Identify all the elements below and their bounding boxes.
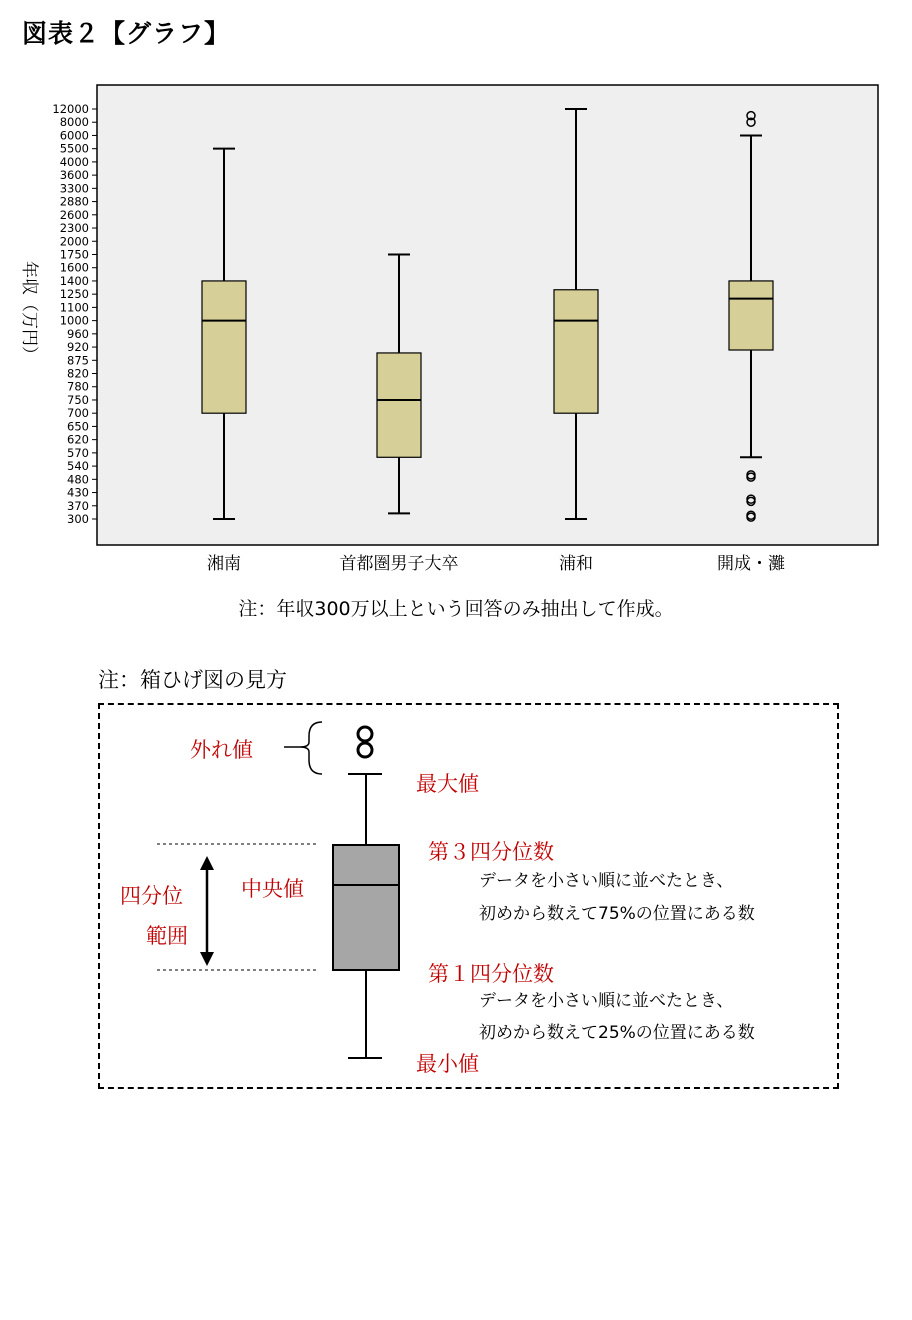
y-tick-label: 3300 — [59, 181, 89, 196]
y-tick-label: 875 — [67, 353, 89, 368]
y-tick-label: 4000 — [59, 154, 89, 169]
x-category-label: 浦和 — [559, 554, 593, 574]
figure-title: 図表２【グラフ】 — [22, 19, 231, 48]
y-axis-label: 年収（万円） — [19, 261, 39, 363]
y-tick-label: 750 — [67, 392, 89, 407]
legend-q1-desc-1: データを小さい順に並べたとき、 — [479, 991, 734, 1011]
x-category-label: 首都圏男子大卒 — [339, 554, 459, 574]
y-tick-label: 12000 — [52, 102, 89, 116]
y-tick-label: 370 — [67, 498, 89, 513]
y-tick-label: 620 — [67, 432, 89, 447]
legend-q3-label: 第３四分位数 — [428, 840, 554, 864]
chart-note: 注：年収300万以上という回答のみ抽出して作成。 — [238, 598, 674, 620]
iqr-box — [202, 281, 246, 413]
y-tick-label: 540 — [67, 459, 89, 474]
y-tick-label: 570 — [67, 445, 89, 460]
y-tick-label: 700 — [67, 406, 89, 421]
legend-iqr-label-1: 四分位 — [120, 884, 183, 908]
y-tick-label: 480 — [67, 472, 89, 487]
legend-q1-label: 第１四分位数 — [428, 962, 554, 986]
y-tick-label: 1750 — [59, 247, 89, 262]
y-tick-label: 820 — [67, 366, 89, 381]
y-tick-label: 2300 — [59, 221, 89, 236]
iqr-box — [729, 281, 773, 350]
y-tick-label: 6000 — [59, 128, 89, 143]
y-tick-label: 2600 — [59, 207, 89, 222]
y-tick-label: 780 — [67, 379, 89, 394]
y-tick-label: 3600 — [59, 168, 89, 183]
legend-median-label: 中央値 — [241, 877, 304, 901]
y-tick-label: 300 — [67, 512, 89, 526]
y-tick-label: 5500 — [59, 141, 89, 156]
legend-q3-desc-1: データを小さい順に並べたとき、 — [479, 871, 734, 891]
x-category-label: 開成・灘 — [717, 554, 785, 574]
y-tick-label: 1600 — [59, 260, 89, 275]
legend-q1-desc-2: 初めから数えて25%の位置にある数 — [479, 1023, 755, 1043]
y-tick-label: 920 — [67, 340, 89, 355]
boxplot-chart — [0, 0, 912, 590]
legend-heading: 注：箱ひげ図の見方 — [98, 668, 287, 692]
y-tick-label: 1250 — [59, 287, 89, 302]
legend-iqr-label-2: 範囲 — [146, 924, 188, 948]
y-tick-label: 430 — [67, 485, 89, 500]
y-tick-label: 1400 — [59, 273, 89, 288]
legend-max-label: 最大値 — [416, 772, 479, 796]
y-tick-label: 8000 — [59, 115, 89, 130]
y-tick-label: 2880 — [59, 194, 89, 209]
y-tick-label: 2000 — [59, 234, 89, 249]
legend-q3-desc-2: 初めから数えて75%の位置にある数 — [479, 904, 755, 924]
y-tick-label: 1100 — [59, 300, 89, 315]
y-tick-label: 960 — [67, 326, 89, 341]
iqr-box — [554, 290, 598, 413]
y-tick-label: 1000 — [59, 313, 89, 328]
y-tick-label: 650 — [67, 419, 89, 434]
x-category-label: 湘南 — [207, 554, 241, 574]
legend-outlier-label: 外れ値 — [190, 738, 253, 762]
legend-min-label: 最小値 — [416, 1052, 479, 1076]
iqr-box — [377, 353, 421, 457]
